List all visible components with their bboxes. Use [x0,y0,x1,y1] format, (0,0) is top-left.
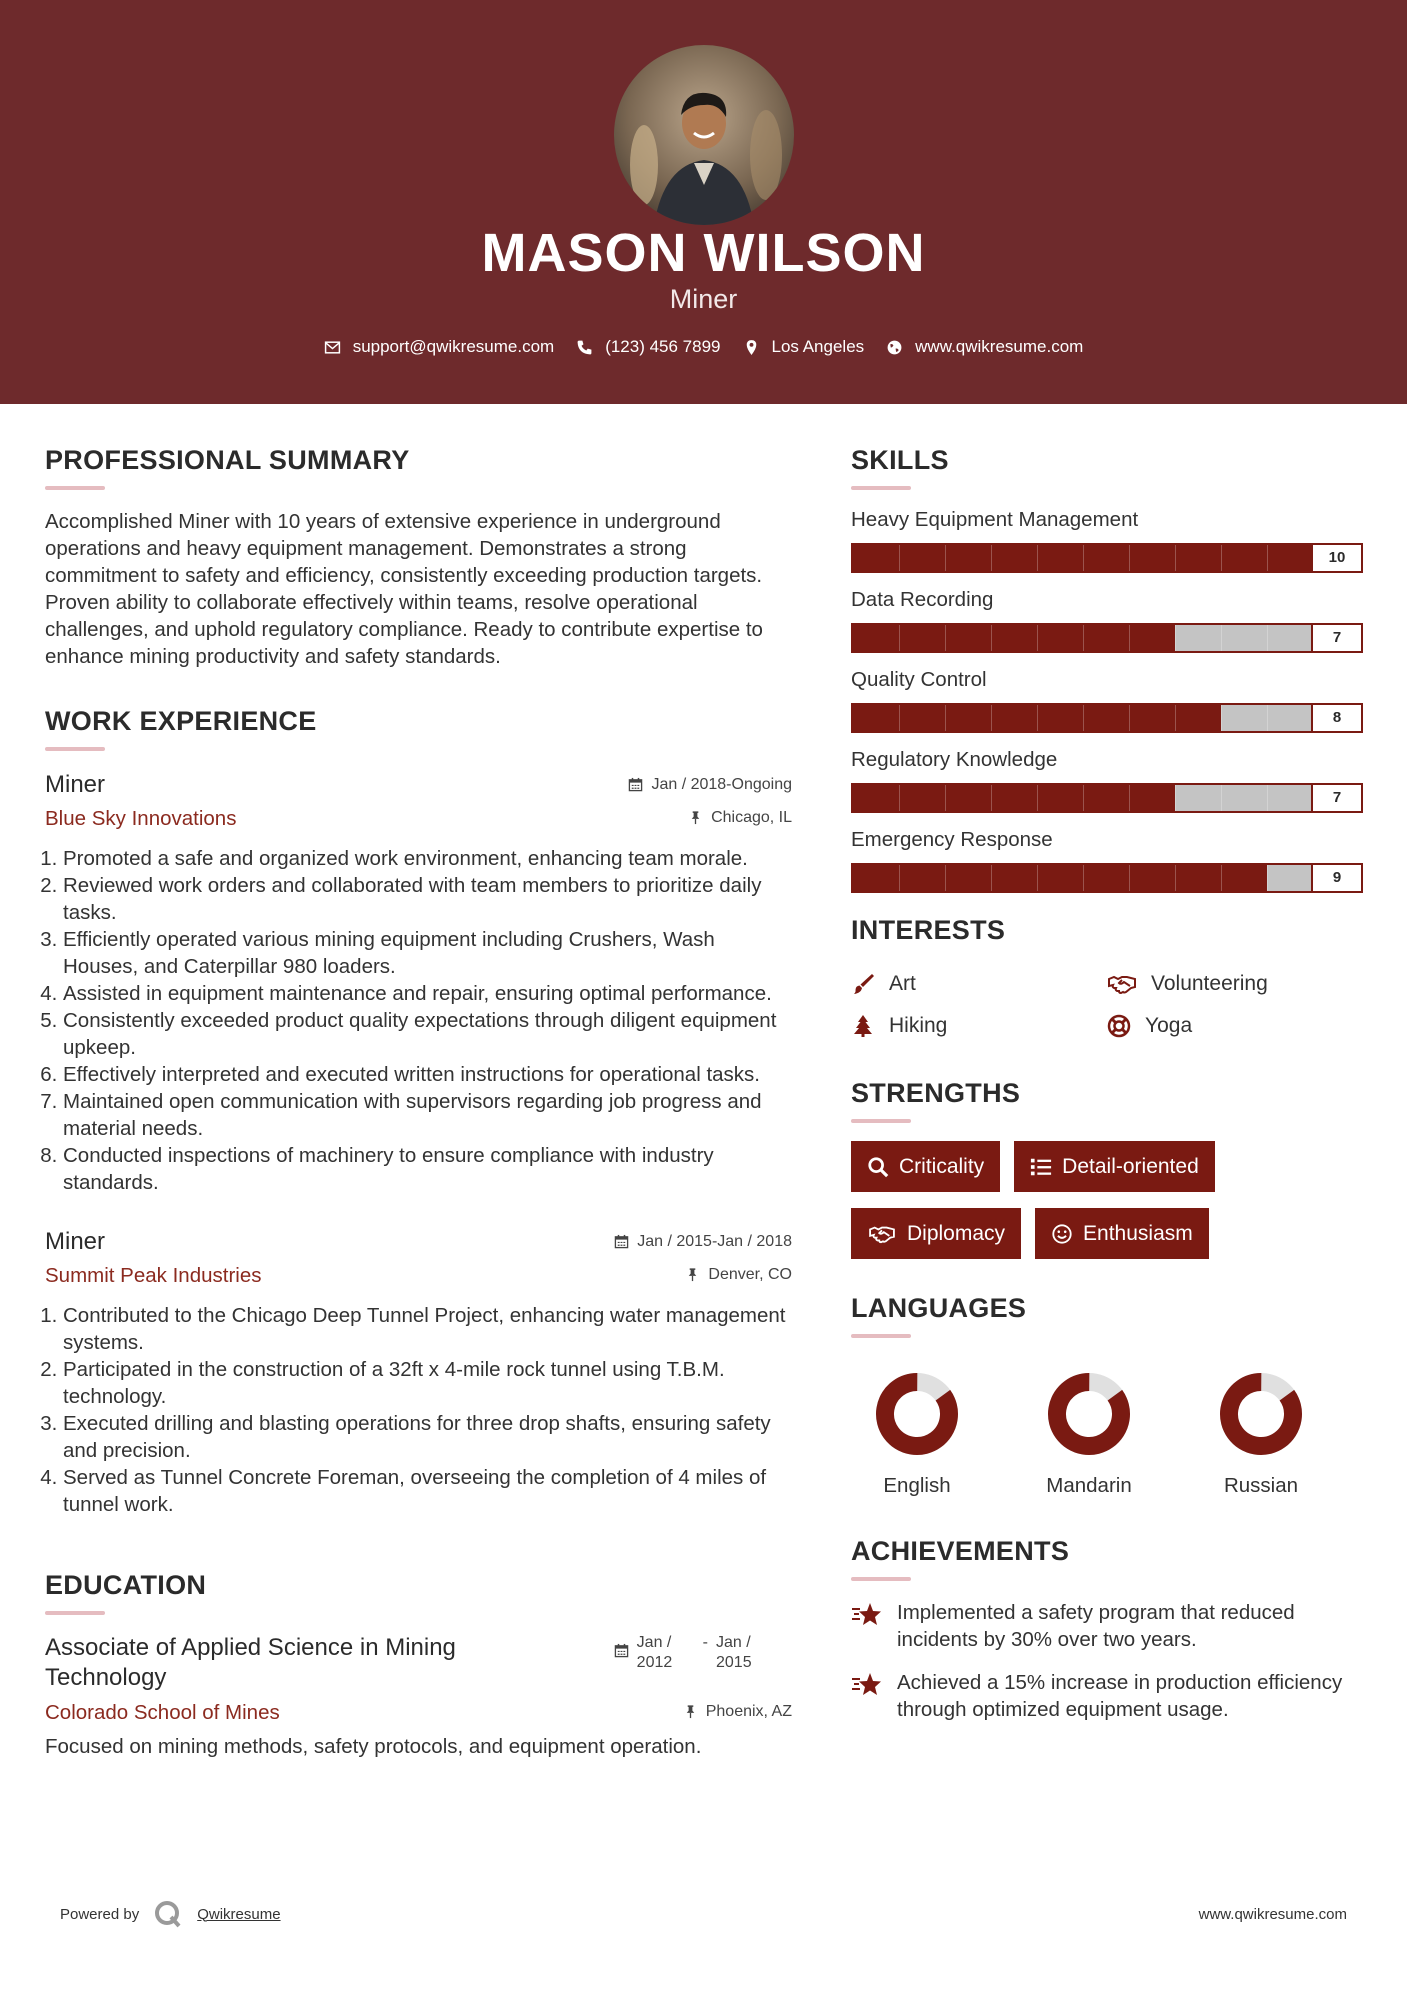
section-divider [851,1119,911,1123]
section-divider [851,1334,911,1338]
duty-list [45,1302,792,1518]
candidate-title: Miner [669,284,738,314]
footer-site-link[interactable]: www.qwikresume.com [1198,1906,1347,1923]
powered-by-label: Powered by [60,1905,140,1923]
skill-bar [851,623,1363,653]
skill-bar-segment [899,785,900,811]
strength-chip-enthusiasm: Enthusiasm [1035,1208,1209,1259]
skill-bar-segment [1175,865,1176,891]
skill-bar [851,863,1363,893]
envelope-icon [324,339,341,356]
duty-item: 6. Effectively interpreted and executed written instructions for operational tasks. [63,1061,792,1088]
skill-name: Quality Control [851,668,987,691]
skill-bar-segment [991,705,992,731]
duty-item: 2. Participated in the construction of a 32ft x 4-mile rock tunnel using T.B.M. technology. [63,1356,792,1410]
skill-name: Emergency Response [851,828,1053,851]
summary-text: Accomplished Miner with 10 years of extensive experience in underground operations and heavy equipment management. Demonstrates a strong commitment to safety and efficiency, consistently exceeding production targets. Proven ability to collaborate effectively within teams, resolve operational challenges, and uphold regulatory compliance. Ready to contribute expertise to enhance mining productivity and safety standards. [45,510,763,668]
skill-bar-segment [899,625,900,651]
skill-bar-segment [1221,545,1222,571]
pushpin-icon [683,1704,698,1719]
skill-name: Data Recording [851,588,994,611]
language-label: Russian [1223,1474,1299,1497]
left-column [45,445,792,1760]
strengths-section [851,1078,1363,1259]
language-donut [1041,1366,1137,1462]
skill-bar-segment [1175,705,1176,731]
skill-bar-segment [1175,785,1176,811]
duty-item: 4. Served as Tunnel Concrete Foreman, overseeing the completion of 4 miles of tunnel work. [63,1464,792,1518]
skill-bar-segment [1083,705,1084,731]
duty-item: 5. Consistently exceeded product quality expectations through diligent equipment upkeep. [63,1007,792,1061]
star-icon [851,1599,883,1631]
skill-bar-segment [1267,545,1268,571]
duty-item: 7. Maintained open communication with supervisors regarding job progress and material needs. [63,1088,792,1142]
section-title-interests: INTERESTS [851,915,1006,945]
skill-bar-segment [1037,705,1038,731]
interest-item-hiking: Hiking [851,1014,1107,1038]
skills-section [851,445,1363,893]
interest-item-yoga: Yoga [1107,1014,1363,1038]
duty-list [45,845,792,1196]
lifering-icon [1107,1014,1131,1038]
duty-item: 3. Efficiently operated various mining equipment including Crushers, Wash Houses, and Caterpillar 980 loaders. [63,926,792,980]
skill-bar-fill [853,625,1175,651]
powered-by [60,1899,281,1929]
summary-section [45,445,792,670]
map-pin-icon [743,339,760,356]
contact-bar [0,337,1407,357]
handshake-icon [1107,972,1137,996]
search-icon [867,1156,889,1178]
skill-bar-segment [1221,625,1222,651]
duty-item: 1. Contributed to the Chicago Deep Tunnel Project, enhancing water management systems. [63,1302,792,1356]
smile-icon [1051,1223,1073,1245]
skill-bar-segment [1221,865,1222,891]
education-section [45,1570,792,1760]
paintbrush-icon [851,972,875,996]
section-title-achievements: ACHIEVEMENTS [851,1536,1070,1566]
resume-header [0,0,1407,404]
skill-bar-segment [1083,545,1084,571]
skill-bar-fill [853,865,1267,891]
section-divider [45,1611,105,1615]
skill-bar-segment [1267,785,1268,811]
skill-bar-fill [853,785,1175,811]
section-title-strengths: STRENGTHS [851,1078,1021,1108]
skill-bar-segment [1175,625,1176,651]
section-divider [45,747,105,751]
candidate-name: MASON WILSON [481,223,926,283]
language-donut [869,1366,965,1462]
skill-bar-segment [945,785,946,811]
strength-chip-diplomacy: Diplomacy [851,1208,1021,1259]
skill-bar-segment [1175,545,1176,571]
strength-chip-detail-oriented: Detail-oriented [1014,1141,1215,1192]
education-dates: Jan / 2012 - Jan / 2015 [614,1633,762,1673]
skill-bar-segment [1129,705,1130,731]
achievement-item: Implemented a safety program that reduced incidents by 30% over two years. [851,1599,1363,1653]
skill-bar-segment [1083,625,1084,651]
skill-score: 7 [1311,785,1361,811]
skill-bar-segment [1083,785,1084,811]
brand-link[interactable]: Qwikresume [197,1905,281,1923]
duty-item: 2. Reviewed work orders and collaborated with team members to prioritize daily tasks. [63,872,792,926]
contact-phone[interactable] [576,337,720,357]
school-name: Colorado School of Mines [45,1701,280,1724]
section-title-experience: WORK EXPERIENCE [45,706,317,736]
skill-score: 9 [1311,865,1361,891]
company-name: Blue Sky Innovations [45,807,237,830]
contact-website[interactable] [886,337,1083,357]
language-label: English [883,1474,951,1497]
language-item [869,1366,965,1498]
skill-score: 7 [1311,625,1361,651]
skill-bar-segment [991,785,992,811]
experience-section [45,706,792,1518]
education-end: Jan / 2015 [716,1634,752,1671]
section-divider [851,1577,911,1581]
email-text: support@qwikresume.com [352,337,555,356]
skill-bar-segment [991,865,992,891]
duty-item: 4. Assisted in equipment maintenance and repair, ensuring optimal performance. [63,980,792,1007]
star-icon [851,1669,883,1701]
qwikresume-logo-icon [153,1899,183,1929]
skill-bar-segment [1037,785,1038,811]
skills-list [851,508,1363,893]
section-title-summary: PROFESSIONAL SUMMARY [45,445,410,475]
duty-item: 1. Promoted a safe and organized work environment, enhancing team morale. [63,845,792,872]
skill-score: 10 [1311,545,1361,571]
achievement-item: Achieved a 15% increase in production efficiency through optimized equipment usage. [851,1669,1363,1723]
handshake-icon [867,1223,897,1245]
phone-icon [576,339,593,356]
tree-icon [851,1014,875,1038]
calendar-icon [628,777,643,792]
interests-grid [851,972,1363,1038]
job-location: Denver, CO [685,1266,792,1284]
duty-item: 8. Conducted inspections of machinery to ensure compliance with industry standards. [63,1142,792,1196]
interest-item-volunteering: Volunteering [1107,972,1363,996]
skill-bar-segment [1129,545,1130,571]
avatar [614,45,794,225]
language-donut [1213,1366,1309,1462]
job-entry [45,771,792,1196]
location-text: Los Angeles [771,337,865,356]
section-title-education: EDUCATION [45,1570,207,1600]
company-name: Summit Peak Industries [45,1264,262,1287]
skill-bar [851,703,1363,733]
skill-bar-segment [1083,865,1084,891]
section-title-languages: LANGUAGES [851,1293,1027,1323]
contact-email[interactable] [324,337,555,357]
skill-name: Heavy Equipment Management [851,508,1139,531]
pushpin-icon [688,810,703,825]
skill-bar [851,783,1363,813]
skill-score: 8 [1311,705,1361,731]
strength-chip-criticality: Criticality [851,1141,1000,1192]
skill-bar-segment [991,625,992,651]
skill-bar-segment [945,625,946,651]
contact-location [743,337,865,357]
language-label: Mandarin [1046,1474,1132,1497]
skill-bar-segment [1037,625,1038,651]
duty-item: 3. Executed drilling and blasting operations for three drop shafts, ensuring safety and precision. [63,1410,792,1464]
skill-bar-segment [1267,865,1268,891]
languages-section [851,1293,1363,1498]
skill-bar-segment [1037,865,1038,891]
section-divider [45,486,105,490]
skill-item [851,748,1363,813]
section-divider [851,486,911,490]
skill-bar-segment [991,545,992,571]
skill-item [851,508,1363,573]
skill-bar [851,543,1363,573]
skill-bar-segment [1129,785,1130,811]
skill-bar-segment [899,865,900,891]
website-text: www.qwikresume.com [915,337,1084,356]
skill-bar-segment [1221,785,1222,811]
calendar-icon [614,1643,629,1658]
skill-bar-segment [945,865,946,891]
pushpin-icon [685,1267,700,1282]
skill-bar-segment [1129,865,1130,891]
skill-bar-segment [1221,705,1222,731]
education-description: Focused on mining methods, safety protocols, and equipment operation. [45,1735,702,1758]
skill-bar-segment [945,705,946,731]
job-title: Miner [45,771,106,798]
skill-bar-segment [1129,625,1130,651]
globe-icon [886,339,903,356]
list-icon [1030,1156,1052,1178]
education-start: Jan / 2012 [636,1634,673,1671]
job-location: Chicago, IL [688,809,792,827]
phone-text: (123) 456 7899 [605,337,721,356]
skill-bar-segment [1267,625,1268,651]
skill-bar-segment [1267,705,1268,731]
right-column [851,445,1363,1739]
job-entry [45,1228,792,1518]
interest-item-art: Art [851,972,1107,996]
language-item [1041,1366,1137,1498]
degree-title: Associate of Applied Science in Mining Technology [45,1634,456,1691]
skill-item [851,828,1363,893]
skill-bar-segment [899,545,900,571]
skill-bar-segment [899,705,900,731]
skill-name: Regulatory Knowledge [851,748,1058,771]
skill-bar-segment [1037,545,1038,571]
strengths-chips [851,1141,1363,1259]
job-title: Miner [45,1228,106,1255]
skill-bar-segment [945,545,946,571]
achievements-section [851,1536,1363,1723]
section-title-skills: SKILLS [851,445,949,475]
skill-item [851,588,1363,653]
school-location: Phoenix, AZ [683,1703,792,1721]
skill-item [851,668,1363,733]
language-item [1213,1366,1309,1498]
calendar-icon [614,1234,629,1249]
job-date: Jan / 2015-Jan / 2018 [614,1233,792,1251]
languages-list [851,1366,1363,1498]
job-date: Jan / 2018-Ongoing [628,776,792,794]
interests-section [851,915,1363,1038]
